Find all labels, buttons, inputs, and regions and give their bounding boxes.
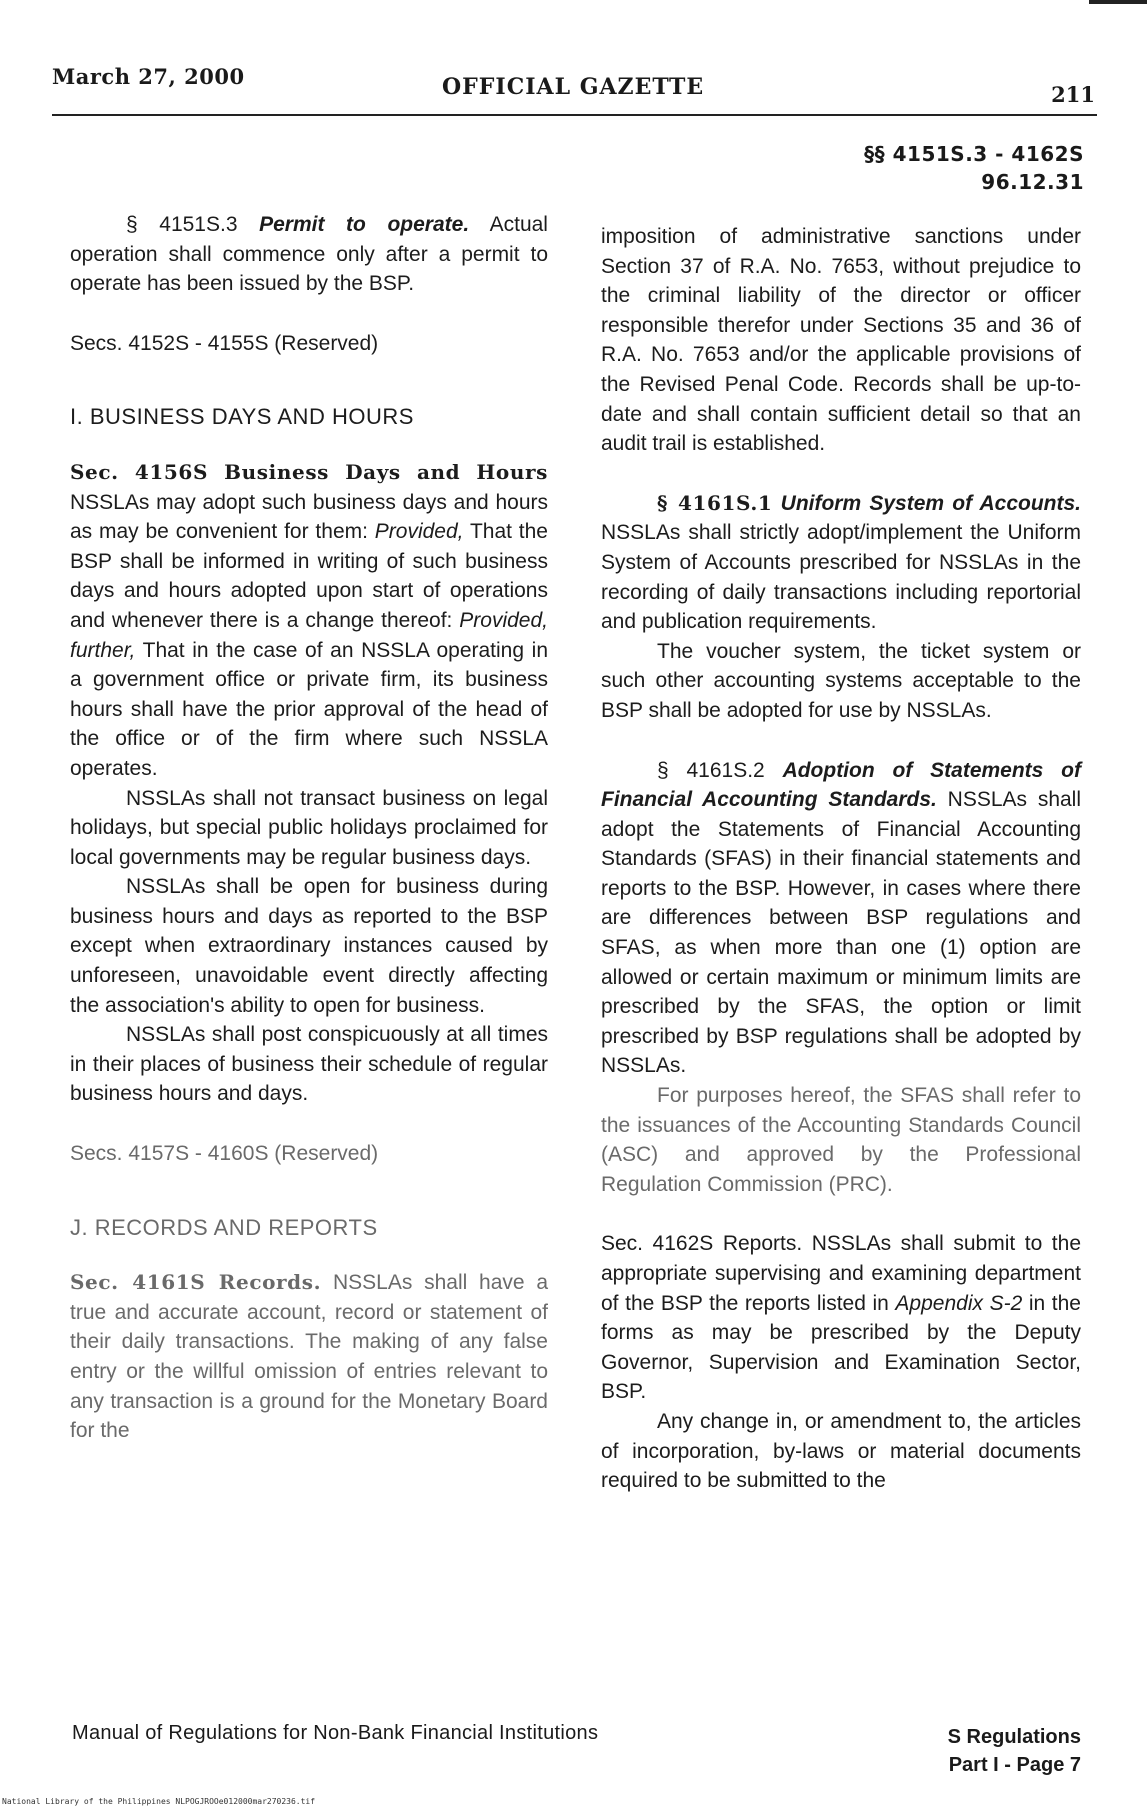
business-p1-provided: Provided,: [374, 520, 464, 544]
footer-regulations: S Regulations: [947, 1726, 1081, 1748]
reports-paragraph: [601, 1229, 1081, 1407]
records-continuation: imposition of administrative sanctions under Section 37 of R.A. No. 7653, without prejudice to the criminal liability of the director or officer responsible therefor under Sections 35 and 36 of R.A. No. 7653 and/or the applicable provisions of the Revised Penal Code. Records shall be up-to-date and shall contain sufficient detail so that an audit trail is established.: [601, 225, 1081, 456]
sfas-paragraph-2: For purposes hereof, the SFAS shall refer to the issuances of the Accounting Standards Council (ASC) and approved by the Professional Regulation Commission (PRC).: [601, 1084, 1081, 1196]
business-paragraph-3: NSSLAs shall be open for business during business hours and days as reported to the BSP except when extraordinary instances caused by unforeseen, unavoidable event directly affecting the association's ability to open for business.: [70, 875, 548, 1017]
section-code: 96.12.31: [981, 170, 1084, 194]
uniform-title: Uniform System of Accounts.: [780, 491, 1081, 515]
business-paragraph-2: NSSLAs shall not transact business on legal holidays, but special public holidays proclaimed for local governments may be regular business days.: [70, 786, 548, 869]
reserved-secs-2: Secs. 4157S - 4160S (Reserved): [70, 1142, 379, 1166]
reports-paragraph-2: Any change in, or amendment to, the articles of incorporation, by-laws or material documents required to be submitted to the: [601, 1409, 1081, 1493]
footer-page-info: [948, 1723, 1081, 1779]
permit-number: § 4151S.3: [126, 213, 238, 236]
permit-title: Permit to operate.: [259, 213, 470, 236]
reserved-secs-1: Secs. 4152S - 4155S (Reserved): [70, 331, 379, 355]
uniform-paragraph-2: The voucher system, the ticket system or such other accounting systems acceptable to the BSP shall be adopted for use by NSSLAs.: [601, 639, 1081, 722]
sfas-number: § 4161S.2: [657, 758, 765, 782]
reports-title: Sec. 4162S Reports.: [601, 1232, 803, 1256]
business-p1-a: NSSLAs may adopt such business days and hours as may be convenient for them:: [70, 490, 548, 544]
reports-body-b: in the forms as may be prescribed by the Deputy Governor, Supervision and Examination Sector, BSP.: [601, 1291, 1081, 1404]
business-p1-provided-further: Provided, further,: [70, 608, 548, 662]
heading-business-days: I. BUSINESS DAYS AND HOURS: [70, 404, 414, 430]
sfas-paragraph: [601, 756, 1081, 1082]
records-sec-title: Sec. 4161S Records.: [70, 1270, 322, 1295]
right-column: [601, 222, 1081, 1496]
uniform-paragraph: [601, 489, 1081, 637]
business-paragraph-4: NSSLAs shall post conspicuously at all times in their places of business their schedule of regular business hours and days.: [70, 1023, 548, 1106]
business-sec-title: Sec. 4156S Business Days and Hours: [70, 459, 548, 484]
footer-part-page: Part I - Page 7: [948, 1754, 1081, 1776]
header-date: March 27, 2000: [52, 64, 245, 89]
footer-manual-title: Manual of Regulations for Non-Bank Financial Institutions: [72, 1722, 599, 1744]
section-reference: [864, 140, 1084, 196]
gazette-header: [52, 62, 1095, 122]
records-body: NSSLAs shall have a true and accurate account, record or statement of their daily transactions. The making of any false entry or the willful omission of entries relevant to any transaction is a ground for the Monetary Board for the: [70, 1271, 549, 1443]
records-paragraph: [70, 1268, 548, 1446]
scan-source-note: National Library of the Philippines NLPOGJROOe012000mar270236.tif: [2, 1797, 316, 1806]
reports-body-a: NSSLAs shall submit to the appropriate supervising and examining department of the BSP the reports listed in: [601, 1232, 1081, 1315]
sfas-body: NSSLAs shall adopt the Statements of Financial Accounting Standards (SFAS) in their financial statements and reports to the BSP. However, in cases where there are differences between BSP regulations and SFAS, as when more than one (1) option are allowed or certain maximum or minimum limits are prescribed by the SFAS, the option or limit prescribed by BSP regulations shall be adopted by NSSLAs.: [601, 788, 1082, 1078]
scan-artifact: [1089, 0, 1147, 4]
header-page-number: 211: [1051, 82, 1095, 107]
left-column: [70, 210, 548, 1446]
business-p1-b: That the BSP shall be informed in writing of such business days and hours adopted upon start of operations and whenever there is a change thereof:: [70, 520, 548, 632]
reports-appendix: Appendix S-2: [895, 1291, 1023, 1315]
section-range: §§ 4151S.3 - 4162S: [864, 142, 1084, 166]
header-rule: [52, 114, 1097, 116]
header-title: OFFICIAL GAZETTE: [442, 74, 705, 100]
business-p1-c: That in the case of an NSSLA operating in a government office or private firm, its business hours shall have the prior approval of the head of the office or of the firm where such NSSLA operates.: [70, 638, 548, 780]
business-paragraph-1: [70, 458, 548, 784]
heading-records-reports: J. RECORDS AND REPORTS: [70, 1214, 378, 1240]
permit-body: Actual operation shall commence only after a permit to operate has been issued by the BSP.: [70, 213, 548, 296]
uniform-body: NSSLAs shall strictly adopt/implement the Uniform System of Accounts prescribed for NSSLAs in the recording of daily transactions including reportorial and publication requirements.: [601, 521, 1081, 634]
sfas-title: Adoption of Statements of Financial Accounting Standards.: [601, 758, 1081, 812]
permit-paragraph: [70, 210, 548, 299]
uniform-number: § 4161S.1: [657, 490, 773, 515]
